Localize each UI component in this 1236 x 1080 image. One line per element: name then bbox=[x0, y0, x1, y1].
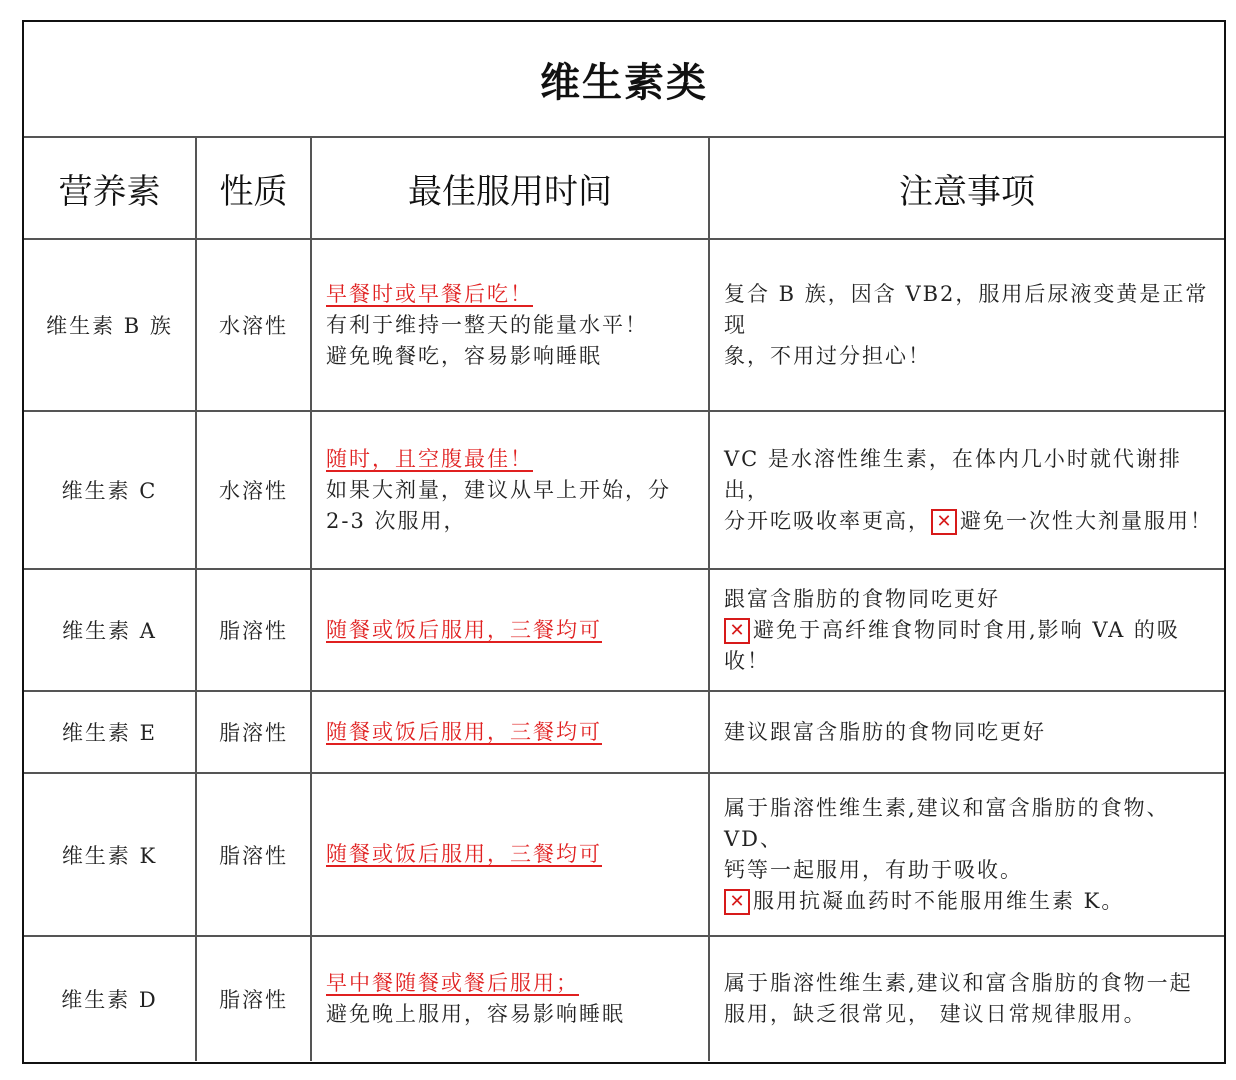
table-row bbox=[24, 569, 1224, 691]
best-time-line: 避免晚餐吃，容易影响睡眠 bbox=[326, 343, 602, 368]
nutrient-cell: 维生素 K bbox=[24, 773, 196, 936]
notes-cell bbox=[709, 936, 1224, 1061]
header-row bbox=[24, 138, 1224, 239]
notes-cell bbox=[709, 239, 1224, 411]
best-time-highlight: 随餐或饭后服用，三餐均可 bbox=[326, 617, 602, 642]
best-time-line: 避免晚上服用，容易影响睡眠 bbox=[326, 1002, 625, 1026]
notes-warning: 避免于高纤维食物同时食用,影响 VA 的吸收！ bbox=[724, 617, 1180, 673]
best-time-line: 有利于维持一整天的能量水平！ bbox=[326, 312, 648, 337]
notes-line: 复合 B 族，因含 VB2，服用后尿液变黄是正常现 bbox=[724, 281, 1209, 337]
red-x-box-icon: ✕ bbox=[931, 509, 957, 535]
notes-line: 服用，缺乏很常见， 建议日常规律服用。 bbox=[724, 1002, 1147, 1026]
notes-line: 属于脂溶性维生素,建议和富含脂肪的食物一起 bbox=[724, 971, 1193, 995]
notes-warning: 避免一次性大剂量服用！ bbox=[960, 508, 1213, 533]
best-time-cell bbox=[311, 691, 709, 773]
notes-cell bbox=[709, 773, 1224, 936]
notes-line: 钙等一起服用，有助于吸收。 bbox=[724, 857, 1023, 882]
vitamin-table bbox=[24, 138, 1224, 1061]
best-time-highlight: 早中餐随餐或餐后服用； bbox=[326, 971, 579, 995]
red-x-box-icon: ✕ bbox=[724, 618, 750, 644]
notes-cell bbox=[709, 411, 1224, 569]
best-time-cell bbox=[311, 569, 709, 691]
nutrient-cell: 维生素 B 族 bbox=[24, 239, 196, 411]
table-row bbox=[24, 773, 1224, 936]
property-cell: 水溶性 bbox=[196, 239, 311, 411]
notes-line: VC 是水溶性维生素，在体内几小时就代谢排出， bbox=[724, 446, 1182, 502]
red-x-box-icon: ✕ bbox=[724, 889, 750, 915]
best-time-highlight: 随餐或饭后服用，三餐均可 bbox=[326, 842, 602, 866]
property-cell: 脂溶性 bbox=[196, 569, 311, 691]
notes-line-warning bbox=[724, 886, 1214, 917]
best-time-cell bbox=[311, 239, 709, 411]
best-time-line: 如果大剂量，建议从早上开始，分 bbox=[326, 477, 671, 502]
notes-line: 属于脂溶性维生素,建议和富含脂肪的食物、VD、 bbox=[724, 795, 1170, 851]
notes-prefix: 分开吃吸收率更高， bbox=[724, 508, 931, 533]
nutrient-cell: 维生素 A bbox=[24, 569, 196, 691]
nutrient-cell: 维生素 D bbox=[24, 936, 196, 1061]
best-time-cell bbox=[311, 411, 709, 569]
table-row bbox=[24, 411, 1224, 569]
header-property: 性质 bbox=[196, 138, 311, 239]
property-cell: 脂溶性 bbox=[196, 691, 311, 773]
header-nutrient: 营养素 bbox=[24, 138, 196, 239]
notes-line-mixed bbox=[724, 506, 1214, 537]
notes-line: 建议跟富含脂肪的食物同吃更好 bbox=[724, 719, 1046, 744]
best-time-line: 2-3 次服用， bbox=[326, 508, 467, 533]
notes-cell bbox=[709, 569, 1224, 691]
nutrient-cell: 维生素 E bbox=[24, 691, 196, 773]
header-notes: 注意事项 bbox=[709, 138, 1224, 239]
property-cell: 水溶性 bbox=[196, 411, 311, 569]
best-time-cell bbox=[311, 936, 709, 1061]
table-row bbox=[24, 936, 1224, 1061]
best-time-highlight: 随时，且空腹最佳！ bbox=[326, 446, 533, 471]
vitamin-table-frame bbox=[22, 20, 1226, 1064]
property-cell: 脂溶性 bbox=[196, 773, 311, 936]
notes-line: 象，不用过分担心！ bbox=[724, 343, 931, 368]
table-row bbox=[24, 691, 1224, 773]
notes-warning: 服用抗凝血药时不能服用维生素 K。 bbox=[753, 888, 1125, 913]
property-cell: 脂溶性 bbox=[196, 936, 311, 1061]
table-title: 维生素类 bbox=[24, 22, 1224, 138]
notes-line: 跟富含脂肪的食物同吃更好 bbox=[724, 586, 1000, 611]
notes-line-warning bbox=[724, 615, 1214, 677]
best-time-highlight: 早餐时或早餐后吃！ bbox=[326, 281, 533, 306]
notes-cell bbox=[709, 691, 1224, 773]
best-time-cell bbox=[311, 773, 709, 936]
nutrient-cell: 维生素 C bbox=[24, 411, 196, 569]
table-row bbox=[24, 239, 1224, 411]
header-best-time: 最佳服用时间 bbox=[311, 138, 709, 239]
best-time-highlight: 随餐或饭后服用，三餐均可 bbox=[326, 719, 602, 744]
